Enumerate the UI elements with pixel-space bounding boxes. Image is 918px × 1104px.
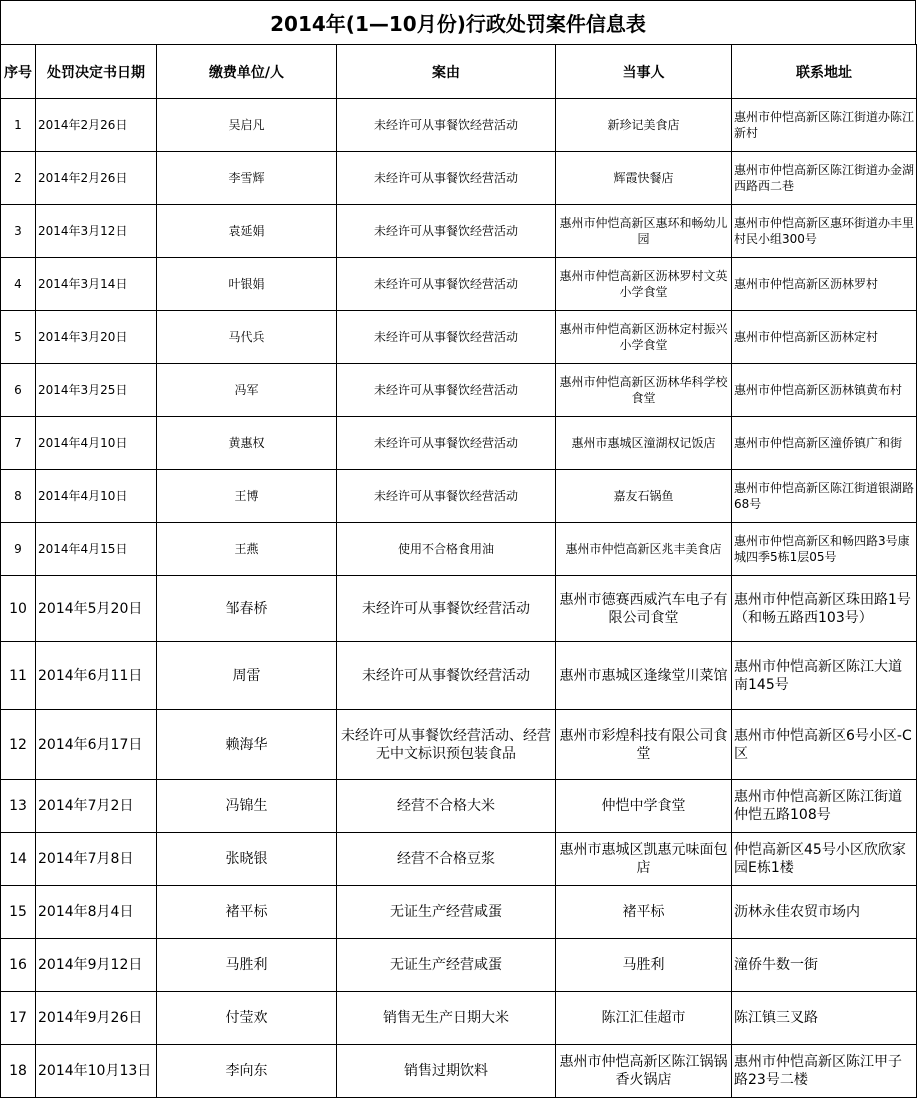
- cell-index: 15: [1, 886, 36, 939]
- table-row: [1, 780, 917, 833]
- cell-date: 2014年2月26日: [36, 99, 157, 152]
- table-row: [1, 99, 917, 152]
- cell-payer: 李向东: [157, 1045, 337, 1098]
- cell-index: 5: [1, 311, 36, 364]
- cell-address: 惠州市仲恺高新区沥林镇黄布村: [732, 364, 917, 417]
- cell-reason: 未经许可从事餐饮经营活动: [337, 205, 556, 258]
- table-row: [1, 417, 917, 470]
- cell-party: 惠州市惠城区逢缘堂川菜馆: [556, 642, 732, 710]
- cell-date: 2014年4月10日: [36, 417, 157, 470]
- cell-index: 3: [1, 205, 36, 258]
- cell-date: 2014年2月26日: [36, 152, 157, 205]
- cell-date: 2014年6月11日: [36, 642, 157, 710]
- cell-party: 仲恺中学食堂: [556, 780, 732, 833]
- table-row: [1, 258, 917, 311]
- cell-date: 2014年3月20日: [36, 311, 157, 364]
- table-row: [1, 642, 917, 710]
- cell-address: 潼侨牛数一街: [732, 939, 917, 992]
- cell-date: 2014年4月15日: [36, 523, 157, 576]
- cell-index: 12: [1, 710, 36, 780]
- cell-date: 2014年5月20日: [36, 576, 157, 642]
- cell-reason: 经营不合格大米: [337, 780, 556, 833]
- header-party: 当事人: [556, 45, 732, 99]
- cell-payer: 袁延娟: [157, 205, 337, 258]
- cell-reason: 未经许可从事餐饮经营活动: [337, 364, 556, 417]
- cell-reason: 未经许可从事餐饮经营活动: [337, 258, 556, 311]
- table-row: [1, 576, 917, 642]
- cell-party: 陈江汇佳超市: [556, 992, 732, 1045]
- cell-party: 惠州市仲恺高新区惠环和畅幼儿园: [556, 205, 732, 258]
- cell-reason: 销售无生产日期大米: [337, 992, 556, 1045]
- cell-party: 惠州市彩煌科技有限公司食堂: [556, 710, 732, 780]
- cell-date: 2014年8月4日: [36, 886, 157, 939]
- cell-address: 惠州市仲恺高新区和畅四路3号康城四季5栋1层05号: [732, 523, 917, 576]
- cell-payer: 付莹欢: [157, 992, 337, 1045]
- cell-party: 惠州市仲恺高新区兆丰美食店: [556, 523, 732, 576]
- cell-payer: 赖海华: [157, 710, 337, 780]
- cell-date: 2014年10月13日: [36, 1045, 157, 1098]
- table-row: [1, 886, 917, 939]
- cell-index: 6: [1, 364, 36, 417]
- cell-address: 惠州市仲恺高新区陈江街道银湖路68号: [732, 470, 917, 523]
- cell-date: 2014年7月2日: [36, 780, 157, 833]
- cell-date: 2014年3月12日: [36, 205, 157, 258]
- header-index: 序号: [1, 45, 36, 99]
- cell-address: 惠州市仲恺高新区陈江街道仲恺五路108号: [732, 780, 917, 833]
- header-date: 处罚决定书日期: [36, 45, 157, 99]
- header-reason: 案由: [337, 45, 556, 99]
- cell-party: 马胜利: [556, 939, 732, 992]
- cell-reason: 未经许可从事餐饮经营活动: [337, 417, 556, 470]
- cell-address: 惠州市仲恺高新区陈江街道办金湖西路西二巷: [732, 152, 917, 205]
- table-title: 2014年(1—10月份)行政处罚案件信息表: [0, 0, 916, 44]
- cell-payer: 王博: [157, 470, 337, 523]
- cell-date: 2014年4月10日: [36, 470, 157, 523]
- cell-party: 惠州市仲恺高新区沥林华科学校食堂: [556, 364, 732, 417]
- cell-address: 仲恺高新区45号小区欣欣家园E栋1楼: [732, 833, 917, 886]
- cell-payer: 马胜利: [157, 939, 337, 992]
- cell-index: 13: [1, 780, 36, 833]
- cell-party: 惠州市仲恺高新区沥林罗村文英小学食堂: [556, 258, 732, 311]
- cell-payer: 冯军: [157, 364, 337, 417]
- cell-date: 2014年9月12日: [36, 939, 157, 992]
- cell-payer: 马代兵: [157, 311, 337, 364]
- cell-party: 嘉友石锅鱼: [556, 470, 732, 523]
- cell-address: 惠州市仲恺高新区潼侨镇广和街: [732, 417, 917, 470]
- cell-party: 褚平标: [556, 886, 732, 939]
- cell-payer: 邹春桥: [157, 576, 337, 642]
- cell-reason: 未经许可从事餐饮经营活动: [337, 470, 556, 523]
- cell-date: 2014年3月25日: [36, 364, 157, 417]
- cell-index: 16: [1, 939, 36, 992]
- cell-reason: 未经许可从事餐饮经营活动: [337, 311, 556, 364]
- cell-index: 7: [1, 417, 36, 470]
- cell-payer: 吴启凡: [157, 99, 337, 152]
- cell-index: 17: [1, 992, 36, 1045]
- cell-reason: 无证生产经营咸蛋: [337, 886, 556, 939]
- cell-address: 惠州市仲恺高新区陈江街道办陈江新村: [732, 99, 917, 152]
- cell-address: 惠州市仲恺高新区沥林罗村: [732, 258, 917, 311]
- cell-party: 惠州市仲恺高新区沥林定村振兴小学食堂: [556, 311, 732, 364]
- header-row: [1, 45, 917, 99]
- penalty-table: [0, 44, 917, 1098]
- table-row: [1, 311, 917, 364]
- cell-index: 1: [1, 99, 36, 152]
- cell-index: 9: [1, 523, 36, 576]
- cell-index: 18: [1, 1045, 36, 1098]
- cell-date: 2014年7月8日: [36, 833, 157, 886]
- header-payer: 缴费单位/人: [157, 45, 337, 99]
- cell-index: 8: [1, 470, 36, 523]
- cell-index: 14: [1, 833, 36, 886]
- cell-reason: 未经许可从事餐饮经营活动: [337, 152, 556, 205]
- cell-reason: 未经许可从事餐饮经营活动、经营无中文标识预包装食品: [337, 710, 556, 780]
- cell-address: 惠州市仲恺高新区陈江甲子路23号二楼: [732, 1045, 917, 1098]
- table-row: [1, 364, 917, 417]
- cell-reason: 销售过期饮料: [337, 1045, 556, 1098]
- cell-index: 2: [1, 152, 36, 205]
- cell-reason: 无证生产经营咸蛋: [337, 939, 556, 992]
- cell-payer: 王燕: [157, 523, 337, 576]
- cell-address: 惠州市仲恺高新区陈江大道南145号: [732, 642, 917, 710]
- cell-party: 辉霞快餐店: [556, 152, 732, 205]
- table-row: [1, 523, 917, 576]
- table-body: [1, 99, 917, 1098]
- cell-address: 惠州市仲恺高新区珠田路1号（和畅五路西103号）: [732, 576, 917, 642]
- cell-party: 惠州市惠城区潼湖权记饭店: [556, 417, 732, 470]
- cell-reason: 未经许可从事餐饮经营活动: [337, 576, 556, 642]
- table-row: [1, 152, 917, 205]
- cell-payer: 冯锦生: [157, 780, 337, 833]
- cell-party: 惠州市仲恺高新区陈江锅锅香火锅店: [556, 1045, 732, 1098]
- cell-address: 沥林永佳农贸市场内: [732, 886, 917, 939]
- table-row: [1, 470, 917, 523]
- cell-address: 惠州市仲恺高新区惠环街道办丰里村民小组300号: [732, 205, 917, 258]
- cell-payer: 黄惠权: [157, 417, 337, 470]
- cell-index: 4: [1, 258, 36, 311]
- cell-payer: 褚平标: [157, 886, 337, 939]
- cell-date: 2014年9月26日: [36, 992, 157, 1045]
- cell-address: 惠州市仲恺高新区6号小区-C区: [732, 710, 917, 780]
- cell-reason: 经营不合格豆浆: [337, 833, 556, 886]
- cell-party: 新珍记美食店: [556, 99, 732, 152]
- table-row: [1, 1045, 917, 1098]
- cell-address: 陈江镇三叉路: [732, 992, 917, 1045]
- cell-reason: 使用不合格食用油: [337, 523, 556, 576]
- cell-date: 2014年3月14日: [36, 258, 157, 311]
- cell-payer: 李雪辉: [157, 152, 337, 205]
- cell-payer: 周雷: [157, 642, 337, 710]
- header-address: 联系地址: [732, 45, 917, 99]
- cell-address: 惠州市仲恺高新区沥林定村: [732, 311, 917, 364]
- cell-party: 惠州市德赛西威汽车电子有限公司食堂: [556, 576, 732, 642]
- cell-date: 2014年6月17日: [36, 710, 157, 780]
- cell-index: 10: [1, 576, 36, 642]
- cell-reason: 未经许可从事餐饮经营活动: [337, 642, 556, 710]
- cell-reason: 未经许可从事餐饮经营活动: [337, 99, 556, 152]
- table-row: [1, 205, 917, 258]
- table-row: [1, 939, 917, 992]
- cell-party: 惠州市惠城区凯惠元味面包店: [556, 833, 732, 886]
- cell-payer: 叶银娟: [157, 258, 337, 311]
- table-row: [1, 833, 917, 886]
- cell-index: 11: [1, 642, 36, 710]
- table-row: [1, 710, 917, 780]
- cell-payer: 张晓银: [157, 833, 337, 886]
- table-row: [1, 992, 917, 1045]
